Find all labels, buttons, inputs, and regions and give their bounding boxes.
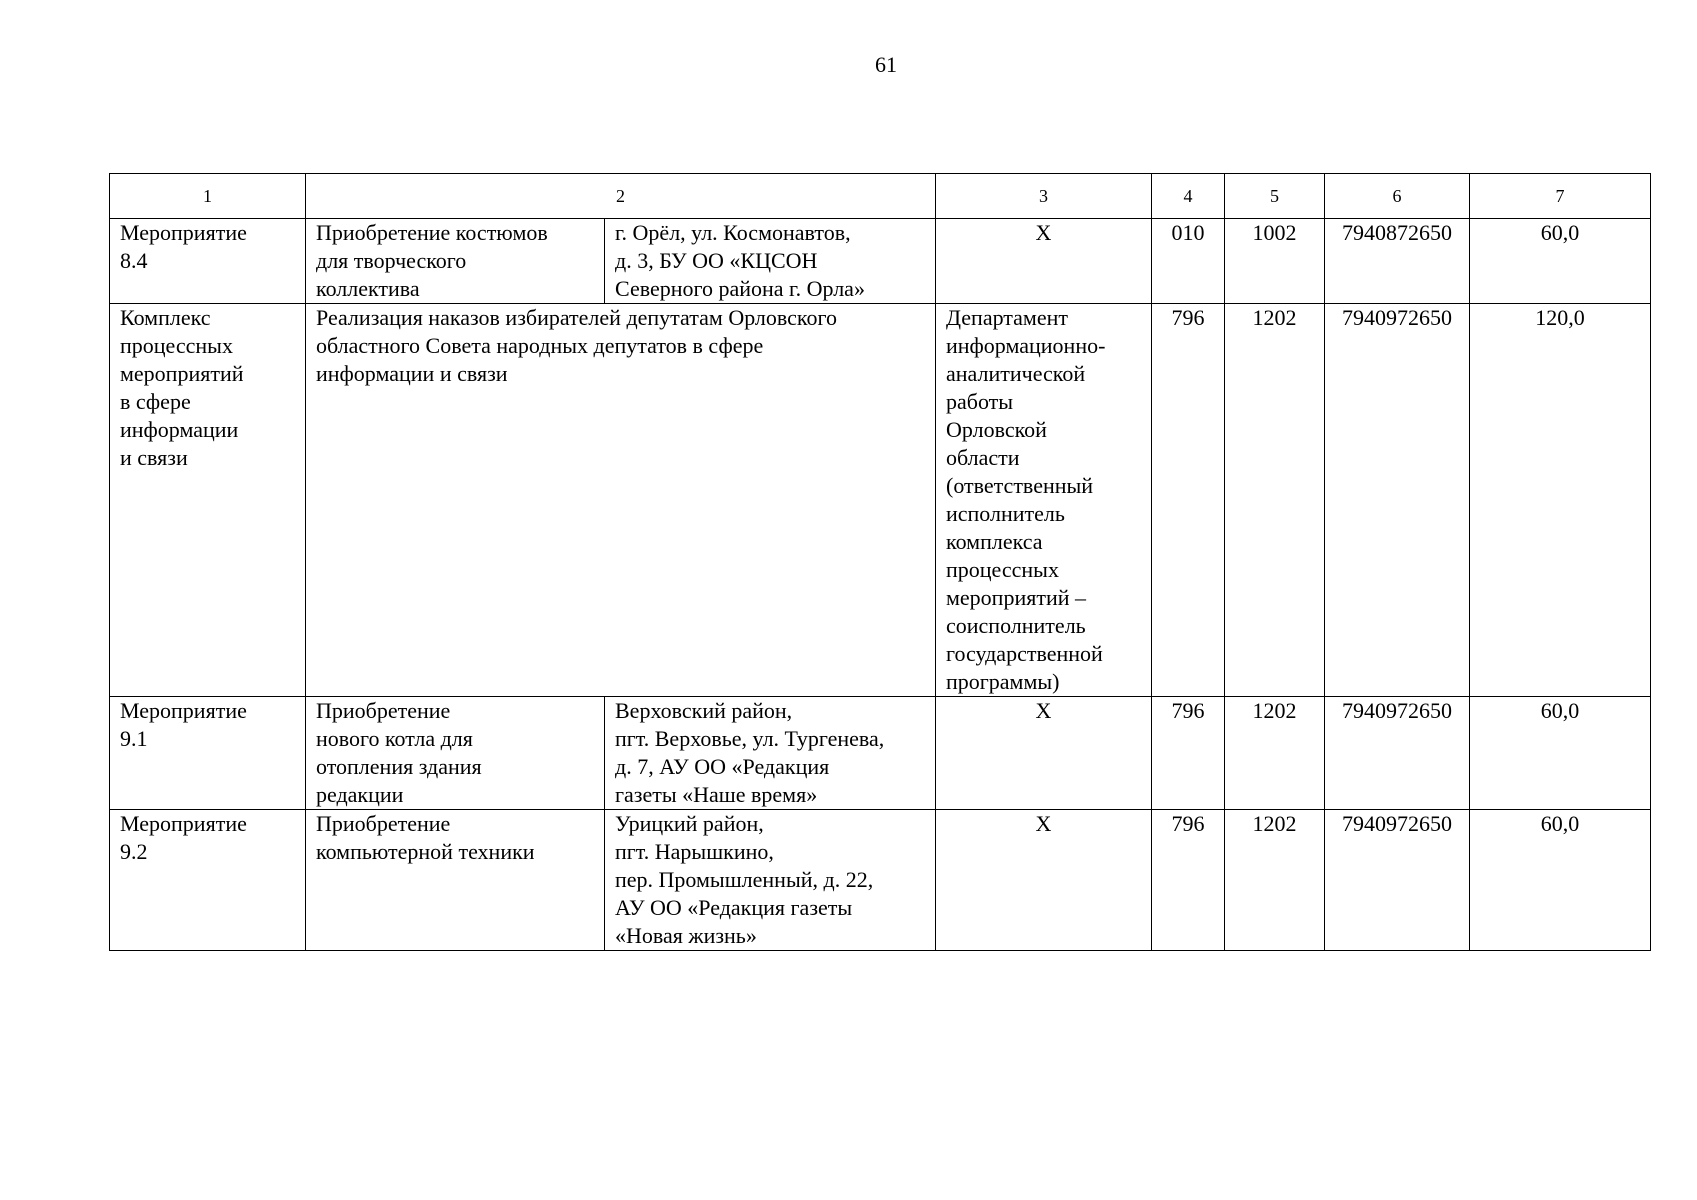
header-cell-5: 5 <box>1225 174 1325 219</box>
table-row <box>110 810 1651 951</box>
amount-cell: 120,0 <box>1470 304 1651 697</box>
responsible-cell: Х <box>936 219 1152 304</box>
event-name-cell: Мероприятие 9.2 <box>110 810 306 951</box>
code-4-cell: 796 <box>1152 697 1225 810</box>
event-address-cell: Верховский район, пгт. Верховье, ул. Тургенева, д. 7, АУ ОО «Редакция газеты «Наше время» <box>605 697 936 810</box>
page-number: 61 <box>875 52 897 77</box>
code-5-cell: 1202 <box>1225 810 1325 951</box>
code-5-cell: 1202 <box>1225 697 1325 810</box>
code-6-cell: 7940972650 <box>1325 810 1470 951</box>
event-description-cell: Приобретение костюмов для творческого коллектива <box>306 219 605 304</box>
event-name-cell: Комплекс процессных мероприятий в сфере информации и связи <box>110 304 306 697</box>
table-row <box>110 697 1651 810</box>
header-cell-2: 2 <box>306 174 936 219</box>
amount-cell: 60,0 <box>1470 810 1651 951</box>
event-description-cell: Приобретение нового котла для отопления здания редакции <box>306 697 605 810</box>
event-address-cell: г. Орёл, ул. Космонавтов, д. 3, БУ ОО «КЦСОН Северного района г. Орла» <box>605 219 936 304</box>
code-6-cell: 7940972650 <box>1325 697 1470 810</box>
table-row <box>110 219 1651 304</box>
code-5-cell: 1202 <box>1225 304 1325 697</box>
event-name-cell: Мероприятие 9.1 <box>110 697 306 810</box>
header-cell-1: 1 <box>110 174 306 219</box>
table-row <box>110 304 1651 697</box>
event-description-cell: Реализация наказов избирателей депутатам Орловского областного Совета народных депутатов в сфере информации и связи <box>306 304 936 697</box>
code-4-cell: 796 <box>1152 810 1225 951</box>
amount-cell: 60,0 <box>1470 219 1651 304</box>
event-address-cell: Урицкий район, пгт. Нарышкино, пер. Промышленный, д. 22, АУ ОО «Редакция газеты «Новая жизнь» <box>605 810 936 951</box>
code-4-cell: 796 <box>1152 304 1225 697</box>
header-cell-7: 7 <box>1470 174 1651 219</box>
responsible-cell: Х <box>936 810 1152 951</box>
code-6-cell: 7940872650 <box>1325 219 1470 304</box>
event-description-cell: Приобретение компьютерной техники <box>306 810 605 951</box>
responsible-cell: Х <box>936 697 1152 810</box>
code-6-cell: 7940972650 <box>1325 304 1470 697</box>
header-cell-3: 3 <box>936 174 1152 219</box>
header-cell-6: 6 <box>1325 174 1470 219</box>
header-cell-4: 4 <box>1152 174 1225 219</box>
event-name-cell: Мероприятие 8.4 <box>110 219 306 304</box>
code-5-cell: 1002 <box>1225 219 1325 304</box>
responsible-cell: Департамент информационно- аналитической работы Орловской области (ответственный исполнитель комплекса процессных мероприятий – соисполнитель государственной программы) <box>936 304 1152 697</box>
table-header-row <box>110 174 1651 219</box>
amount-cell: 60,0 <box>1470 697 1651 810</box>
budget-table <box>109 173 1651 951</box>
code-4-cell: 010 <box>1152 219 1225 304</box>
